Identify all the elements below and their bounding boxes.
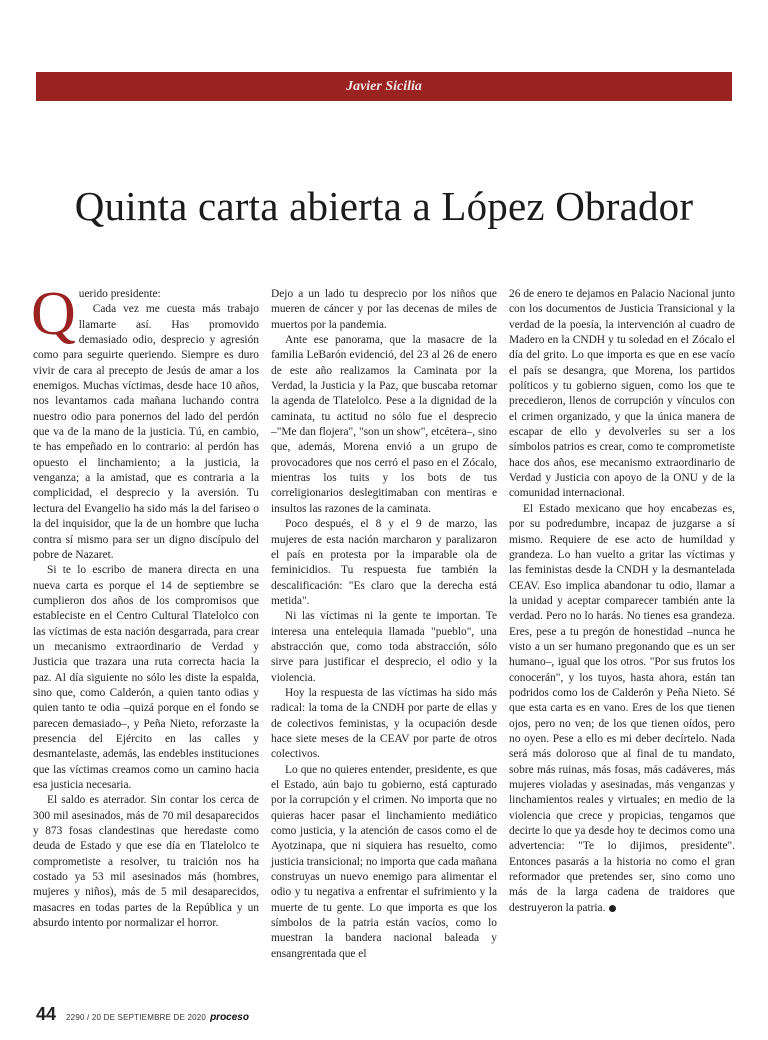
paragraph <box>31 280 259 348</box>
final-paragraph-text: El Estado mexicano que hoy encabezas es, por su podredumbre, incapaz de juzgarse a sí mismo. Requiere de ese acto de humildad y grandeza. Lo han vuelto a gritar las víctimas y las feministas desde la CNDH y la desmantelada CEAV. Eso implica abandonar tu odio, llamar a la unidad y aceptar comparecer también ante la verdad. Pero no lo harás. No tienes esa grandeza. Eres, pese a tu pregón de honestidad –nunca he visto a un ser humano pregonando que es un ser humano–, igual que los otros. "Por sus frutos los conocerán", y los tuyos, hasta ahora, están tan podridos como los de Calderón y Peña Nieto. Sé que esta carta es en vano. Eres de los que tienen ojos, pero no ven; de los que tienen oídos, pero no oyen. Pese a ello es mi deber decírtelo. Nada será más doloroso que al final de tu mandato, sobre más ruinas, más fosas, más cadáveres, más mujeres violadas y asesinadas, más venganzas y linchamientos reales y virtuales; en medio de la violencia que crece y propicias, tengamos que decirte lo que ya desde hoy te decimos como una advertencia: "Te lo dijimos, presidente". Entonces pasarás a la historia no como el gran reformador que pretendes ser, sino como uno más de la larga cadena de traidores que destruyeron la patria. <box>509 502 735 914</box>
column-2 <box>271 287 497 967</box>
page-number: 44 <box>36 1004 57 1024</box>
paragraph: Si te lo escribo de manera directa en una nueva carta es porque el 14 de septiembre se cumplieron dos años de los compromisos que estableciste en el Centro Cultural Tlatelolco con las víctimas de esta nación desgarrada, para crear un mecanismo extraordinario de Verdad y Justicia que trazara una ruta correcta hacia la paz. Al día siguiente no sólo les diste la espalda, sino que, como Calderón, a quien tanto odias y quien tanto te odia –quizá porque en el fondo se parecen demasiado–, y Peña Nieto, reforzaste la presencia del Ejército en las calles y desmantelaste, además, las endebles instituciones que las víctimas creamos como un camino hacia esa justicia necesaria. <box>33 564 259 791</box>
paragraph: Poco después, el 8 y el 9 de marzo, las mujeres de esta nación marcharon y paralizaron el país en protesta por la imparable ola de feminicidios. Tu respuesta fue también la descalificación: "Es claro que la derecha está metida". <box>271 518 497 607</box>
drop-cap: Q <box>31 280 76 348</box>
paragraph <box>509 502 735 916</box>
paragraph: Dejo a un lado tu desprecio por los niños que mueren de cáncer y por las decenas de miles de muertos por la pandemia. <box>271 288 497 331</box>
issue-info: 2290 / 20 DE SEPTIEMBRE DE 2020 <box>66 1013 207 1022</box>
column-1 <box>31 280 259 967</box>
paragraph: Lo que no quieres entender, presidente, es que el Estado, aún bajo tu gobierno, está capturado por la corrupción y el crimen. No importa que no quieras hacer pasar el linchamiento mediático como justicia, y la atención de casos como el de Ayotzinapa, que ni siquiera has resuelto, como justicia transicional; no importa que cada mañana construyas un nuevo enemigo para alimentar el odio y tu negativa a enfrentar el sufrimiento y la muerte de tu gente. Lo que importa es que los símbolos de la patria están vacíos, como lo muestran la bandera nacional baleada y ensangrentada que el <box>271 763 497 960</box>
publication-logo: proceso <box>210 1012 249 1023</box>
paragraph: El saldo es aterrador. Sin contar los cerca de 300 mil asesinados, más de 70 mil desaparecidos y 873 fosas clandestinas que heredaste como deuda de Estado y que ese día en Tlatelolco te comprometiste a resolver, tu traición nos ha costado ya 53 mil asesinados más (hombres, mujeres y niños), más de 5 mil desaparecidos, masacres en todas partes de la República y un absurdo intento por normalizar el horror. <box>33 794 259 930</box>
paragraph: Hoy la respuesta de las víctimas ha sido más radical: la toma de la CNDH por parte de ellas y de colectivos feministas, y la ocupación desde hace siete meses de la CEAV por parte de otros colectivos. <box>271 686 497 761</box>
paragraph: Cada vez me cuesta más trabajo llamarte así. Has promovido demasiado odio, desprecio y agresión como para seguirte queriendo. Siempre es duro vivir de cara al precepto de Jesús de amar a los enemigos. Muchas víctimas, desde hace 10 años, nos levantamos cada mañana luchando contra nuestro odio para ponernos del lado del perdón que va de la mano de la justicia. Tú, en cambio, te has empeñado en lo contrario: al perdón has opuesto el linchamiento; a la justicia, la venganza; a la amistad, que es contraria a la complicidad, el desprecio y la aversión. Tu lectura del Evangelio ha sido más la del fariseo o la del inquisidor, que la de un hombre que lucha contra sí mismo para ser un digno discípulo del pobre de Nazaret. <box>33 303 259 561</box>
author-name: Javier Sicilia <box>346 78 422 94</box>
paragraph: Ni las víctimas ni la gente te importan. Te interesa una entelequia llamada "pueblo", una abstracción que, como toda abstracción, sólo sirve para justificar el desprecio, el odio y la violencia. <box>271 610 497 684</box>
page-footer <box>36 1004 249 1025</box>
author-banner <box>36 72 732 101</box>
paragraph: 26 de enero te dejamos en Palacio Nacional junto con los documentos de Justicia Transicional y la verdad de la poesía, la intervención al cuadro de Madero en la CNDH y tu soledad en el Zócalo el día del grito. Lo que importa es que en ese vacío el país se desangra, que Morena, los partidos políticos y tu gobierno siguen, como los que te precedieron, llenos de corrupción y vínculos con el crimen organizado, y que la única manera de escapar de ello y devolverles su ser a los símbolos patrios es crear, como te comprometiste hace dos años, ese mecanismo extraordinario de Verdad y Justicia con apoyo de la ONU y de la comunidad internacional. <box>509 288 735 500</box>
column-3 <box>509 287 735 967</box>
article-title: Quinta carta abierta a López Obrador <box>74 183 694 229</box>
salutation: uerido presidente: <box>78 288 161 300</box>
article-body <box>31 280 735 967</box>
end-of-article-icon <box>609 905 616 912</box>
paragraph: Ante ese panorama, que la masacre de la familia LeBarón evidenció, del 23 al 26 de enero de este año realizamos la Caminata por la Verdad, la Justicia y la Paz, que buscaba retomar la agenda de Tlatelolco. Pese a la dignidad de la caminata, tu actitud no sólo fue el desprecio –"Me dan flojera", "son un show", etcétera–, sino que, además, Morena envió a un grupo de provocadores que nos cerró el paso en el Zócalo, mientras los tuits y los bots de tus correligionarios deslegitimaban con mentiras e insultos las razones de la caminata. <box>271 334 497 515</box>
